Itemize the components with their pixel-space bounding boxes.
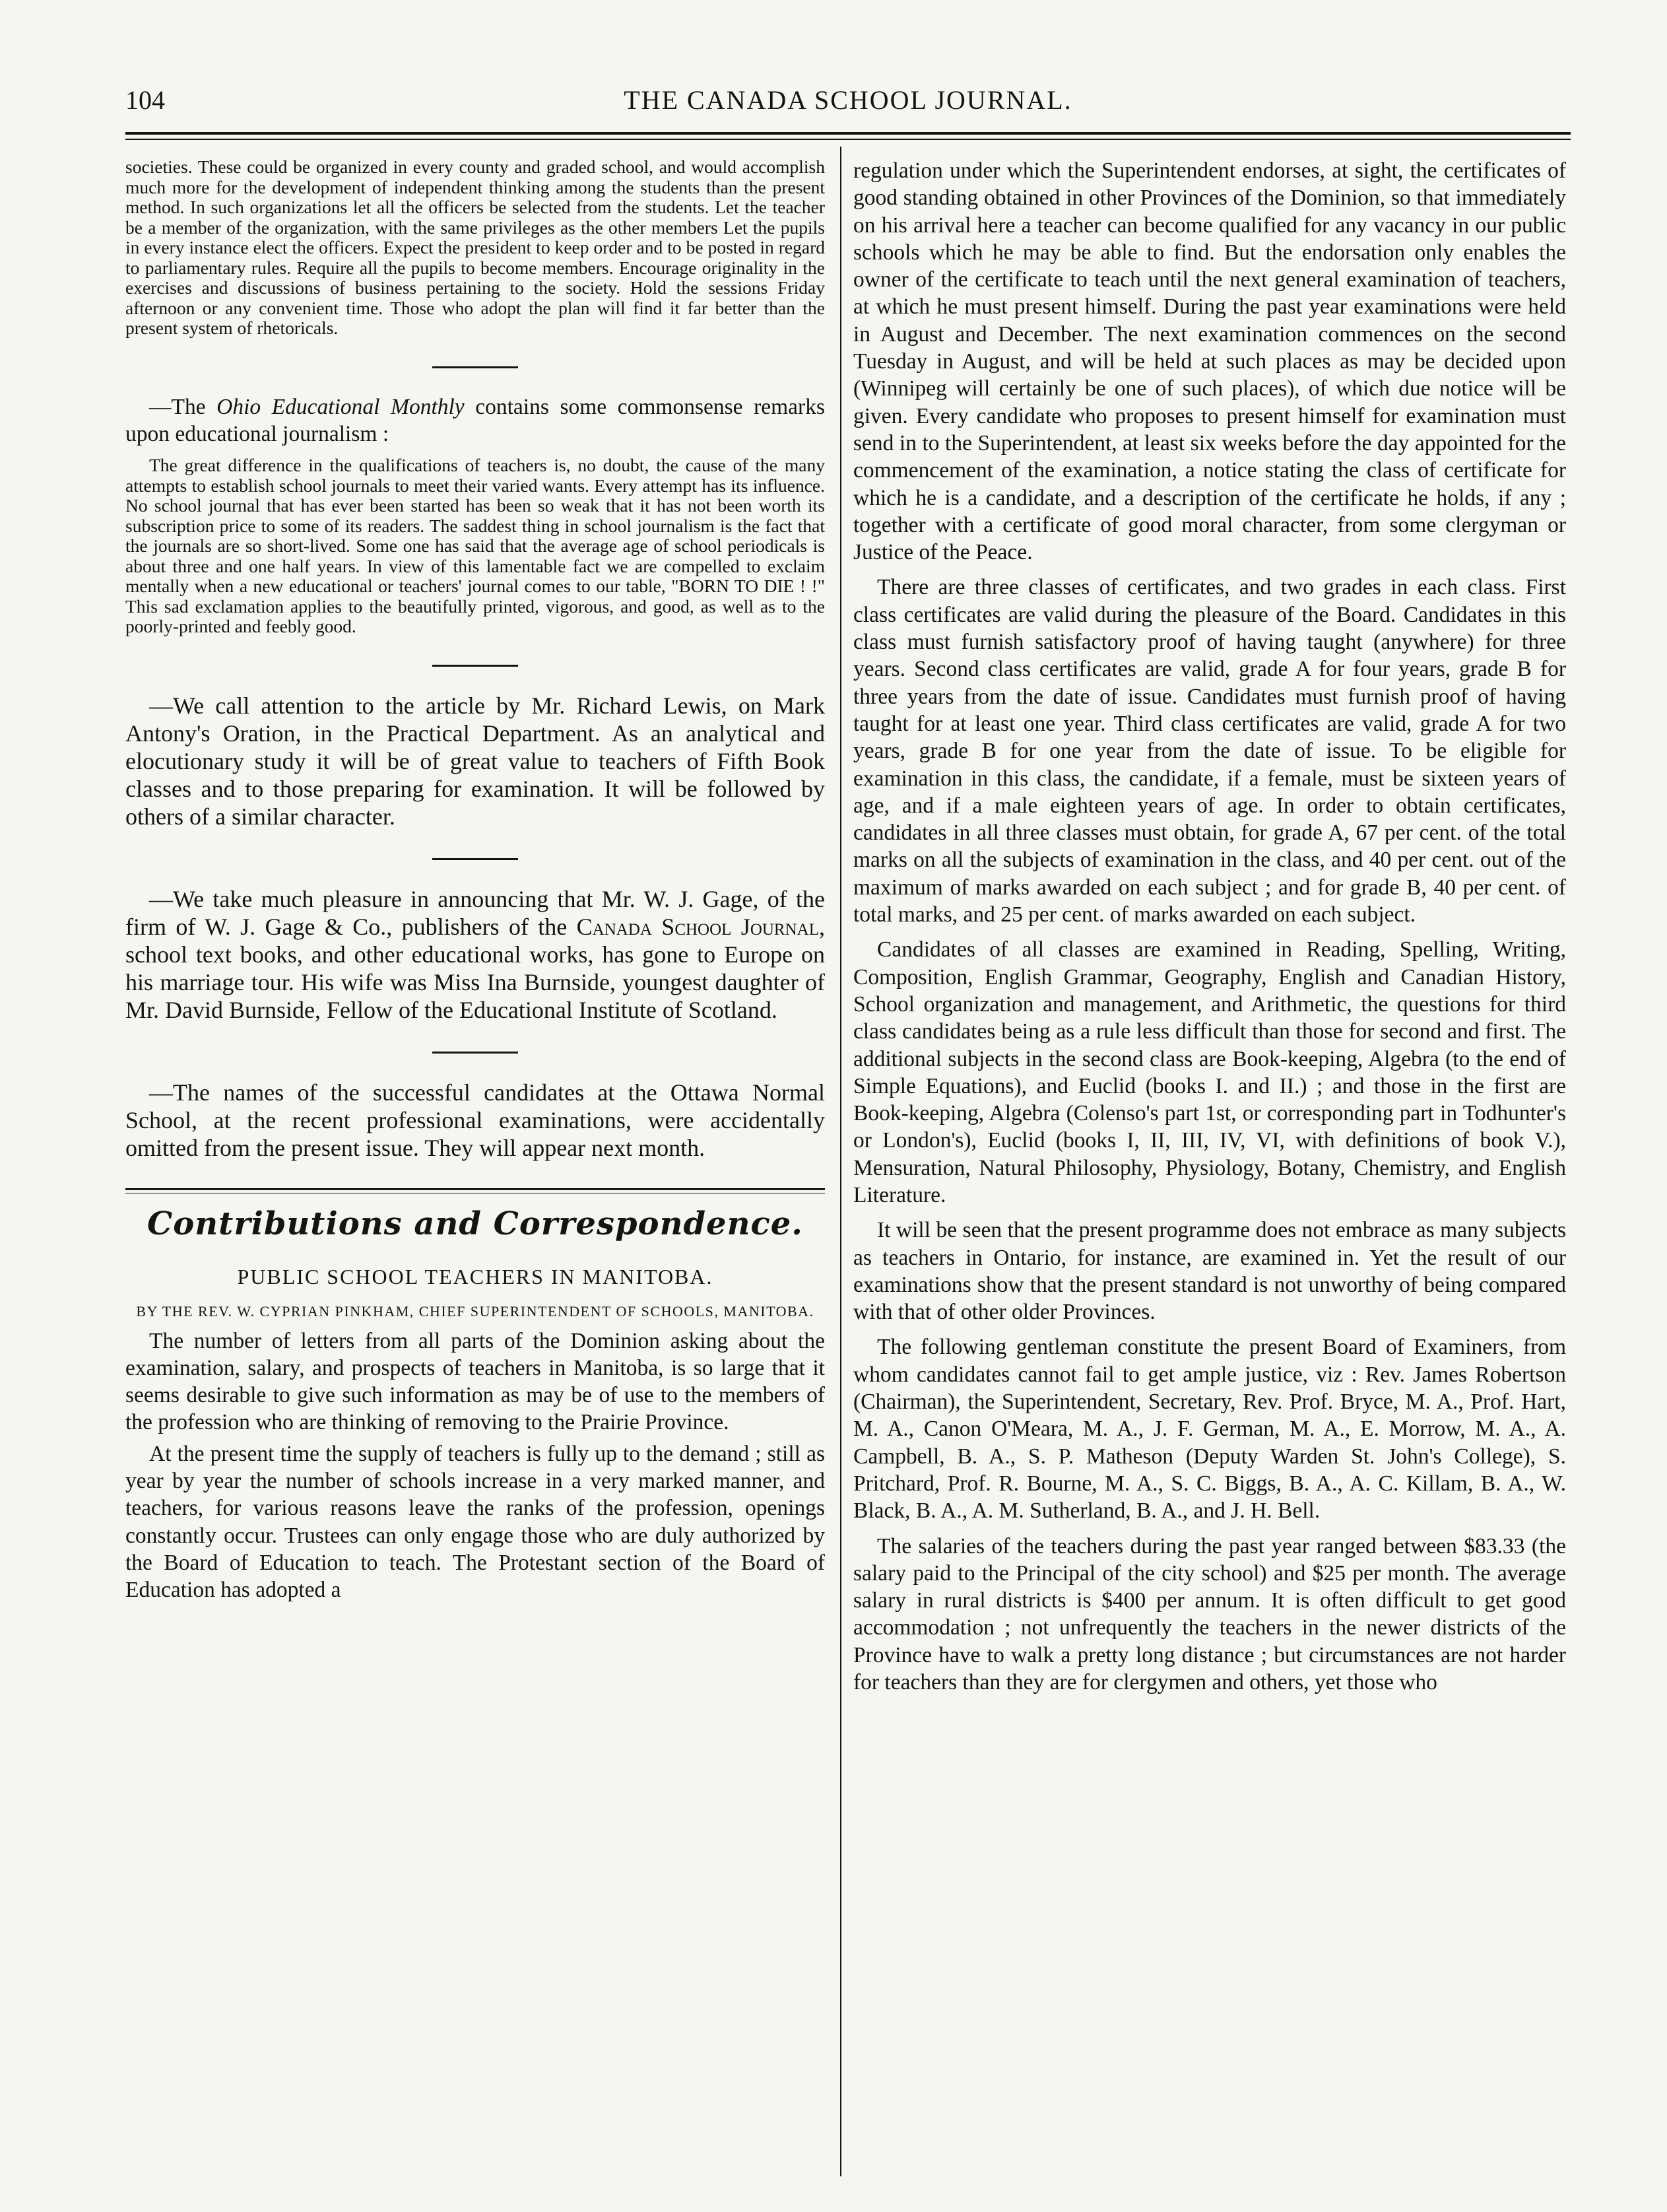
separator-rule [432, 858, 518, 860]
societies-paragraph: societies. These could be organized in every county and graded school, and would accomplish much more for the development of independent thinking among the students than the present method. In such organizations let all the officers be selected from the students. Let the teacher be a member of the organization, with the same privileges as the other members Let the pupils in every instance elect the officers. Expect the president to keep order and to be posted in regard to parliamentary rules. Require all the pupils to become members. Encourage originality in the exercises and discussions of business pertaining to the society. Hold the sessions Friday afternoon or any convenient time. Those who adopt the plan will find it far better than the present system of rhetoricals. [125, 157, 825, 338]
article-byline: BY THE REV. W. CYPRIAN PINKHAM, CHIEF SUPERINTENDENT OF SCHOOLS, MANITOBA. [136, 1302, 814, 1320]
manitoba-paragraph-2: At the present time the supply of teachers is fully up to the demand ; still as year by year the number of schools increase in a very marked manner, and teachers, for various reasons leave the ranks of the profession, openings constantly occur. Trustees can only engage those who are duly authorized by the Board of Education to teach. The Protestant section of the Board of Education has adopted a [125, 1441, 825, 1603]
separator-rule [432, 665, 518, 667]
journal-name-smallcaps: Canada School Journal [576, 913, 819, 940]
separator-rule [432, 366, 518, 368]
programme-comparison-paragraph: It will be seen that the present programme does not embrace as many subjects as teachers in Ontario, for instance, are examined in. Yet the result of our examinations show that the present standard is not unworthy of being compared with that of other older Provinces. [853, 1218, 1566, 1325]
separator-rule [432, 1052, 518, 1054]
ohio-journal-title: Ohio Educational Monthly [216, 394, 465, 419]
board-of-examiners-paragraph: The following gentleman constitute the present Board of Examiners, from whom candidates cannot fail to get ample justice, viz : Rev. James Robertson (Chairman), the Superintendent, Secretary, Rev. Prof. Bryce, M. A., Prof. Hart, M. A., Canon O'Meara, M. A., J. F. German, M. A., E. Morrow, M. A., A. Campbell, B. A., S. P. Matheson (Deputy Warden St. John's College), S. Pritchard, Prof. R. Bourne, M. A., S. C. Biggs, B. A., A. C. Killam, B. A., W. Black, B. A., A. M. Sutherland, B. A., and J. H. Bell. [853, 1335, 1566, 1524]
salaries-paragraph: The salaries of the teachers during the past year ranged between $83.33 (the salary paid to the Principal of the city school) and $25 per month. The average salary in rural districts is $400 per annum. It is often difficult to get good accommodation ; not unfrequently the teachers in the newer districts of the Province have to walk a pretty long distance ; but circumstances are not harder for teachers than they are for clergymen and others, yet those who [853, 1533, 1566, 1695]
certificate-classes-paragraph: There are three classes of certificates, and two grades in each class. First class certificates are valid during the pleasure of the Board. Candidates in this class must furnish satisfactory proof of having taught (anywhere) for three years. Second class certificates are valid, grade A for four years, grade B for three years from the date of issue. Candidates must furnish proof of having taught for at least one year. Third class certificates are valid, grade A for two years, grade B for one year from the date of issue. To be eligible for examination in this class, the candidate, if a female, must be sixteen years of age, and if a male eighteen years of age. In order to obtain certificates, candidates in all three classes must obtain, for grade A, 67 per cent. of the total marks on all the subjects of examination in the class, and 40 per cent. out of the maximum of marks awarded on each subject ; and for grade B, 40 per cent. of total marks, and 25 per cent. of marks awarded on each subject. [853, 575, 1566, 927]
ohio-intro: —The Ohio Educational Monthly contains some commonsense remarks upon educational journalism : [125, 394, 825, 446]
ohio-quote: The great difference in the qualifications of teachers is, no doubt, the cause of the many attempts to establish school journals to meet their varied wants. Every attempt has its influence. No school journal that has ever been started has been so weak that it has not been worth its subscription price to some of its readers. The saddest thing in school journalism is the fact that the journals are so short-lived. Some one has said that the average age of school periodicals is about three and one half years. In view of this lamentable fact we are compelled to exclaim mentally when a new educational or teachers' journal comes to our table, "BORN TO DIE ! !" This sad exclamation applies to the beautifully printed, vigorous, and good, as well as to the poorly-printed and feebly good. [125, 455, 825, 637]
manitoba-paragraph-1: The number of letters from all parts of the Dominion asking about the examination, salary, and prospects of teachers in Manitoba, is so large that it seems desirable to give such information as may be of use to the members of the profession who are thinking of removing to the Prairie Province. [125, 1328, 825, 1435]
page-number: 104 [125, 85, 165, 115]
header-rule-thin [125, 139, 1571, 140]
header-rule-thick [125, 132, 1571, 135]
section-rule [125, 1188, 825, 1193]
ottawa-notice: —The names of the successful candidates at the Ottawa Normal School, at the recent professional examinations, were accidentally omitted from the present issue. They will appear next month. [125, 1079, 825, 1161]
page-header [125, 84, 1571, 124]
journal-title: THE CANADA SCHOOL JOURNAL. [624, 85, 1072, 115]
right-column [853, 157, 1566, 2177]
gage-notice: —We take much pleasure in announcing that Mr. W. J. Gage, of the firm of W. J. Gage & Co., publishers of the Canada School Journal, school text books, and other educational works, has gone to Europe on his marriage tour. His wife was Miss Ina Burnside, youngest daughter of Mr. David Burnside, Fellow of the Educational Institute of Scotland. [125, 885, 825, 1023]
column-divider [840, 147, 841, 2176]
section-title: Contributions and Correspondence. [147, 1205, 803, 1242]
lewis-notice: —We call attention to the article by Mr. Richard Lewis, on Mark Antony's Oration, in the Practical Department. As an analytical and elocutionary study it will be of great value to teachers of Fifth Book classes and to those preparing for examination. It will be followed by others of a similar character. [125, 692, 825, 830]
article-title: PUBLIC SCHOOL TEACHERS IN MANITOBA. [237, 1264, 713, 1289]
examination-subjects-paragraph: Candidates of all classes are examined in Reading, Spelling, Writing, Composition, English Grammar, Geography, English and Canadian History, School organization and management, and Arithmetic, the questions for third class candidates being as a rule less difficult than those for second and first. The additional subjects in the second class are Book-keeping, Algebra (to the end of Simple Equations), and Euclid (books I. and II.) ; and those in the first are Book-keeping, Algebra (Colenso's part 1st, or corresponding part in Todhunter's or London's), Euclid (books I, II, III, IV, VI, with definitions of book V.), Mensuration, Natural Philosophy, Physiology, Botany, Chemistry, and English Literature. [853, 937, 1566, 1207]
certificate-regulation-paragraph: regulation under which the Superintendent endorses, at sight, the certificates of good standing obtained in other Provinces of the Dominion, so that immediately on his arrival here a teacher can become qualified for any vacancy in our public schools which he may be able to find. But the endorsation only enables the owner of the certificate to teach until the next general examination of teachers, at which he must present himself. During the past year examinations were held in August and December. The next examination commences on the second Tuesday in August, and will be held at such places as may be decided upon (Winnipeg will certainly be one of such places), of which due notice will be given. Every candidate who proposes to present himself for examination must send in to the Superintendent, at least six weeks before the day appointed for the commencement of the examination, a notice stating the class of certificate for which he is a candidate, and a description of the certificate he holds, if any ; together with a certificate of good moral character, from some clergyman or Justice of the Peace. [853, 158, 1566, 565]
left-column [125, 157, 825, 2177]
